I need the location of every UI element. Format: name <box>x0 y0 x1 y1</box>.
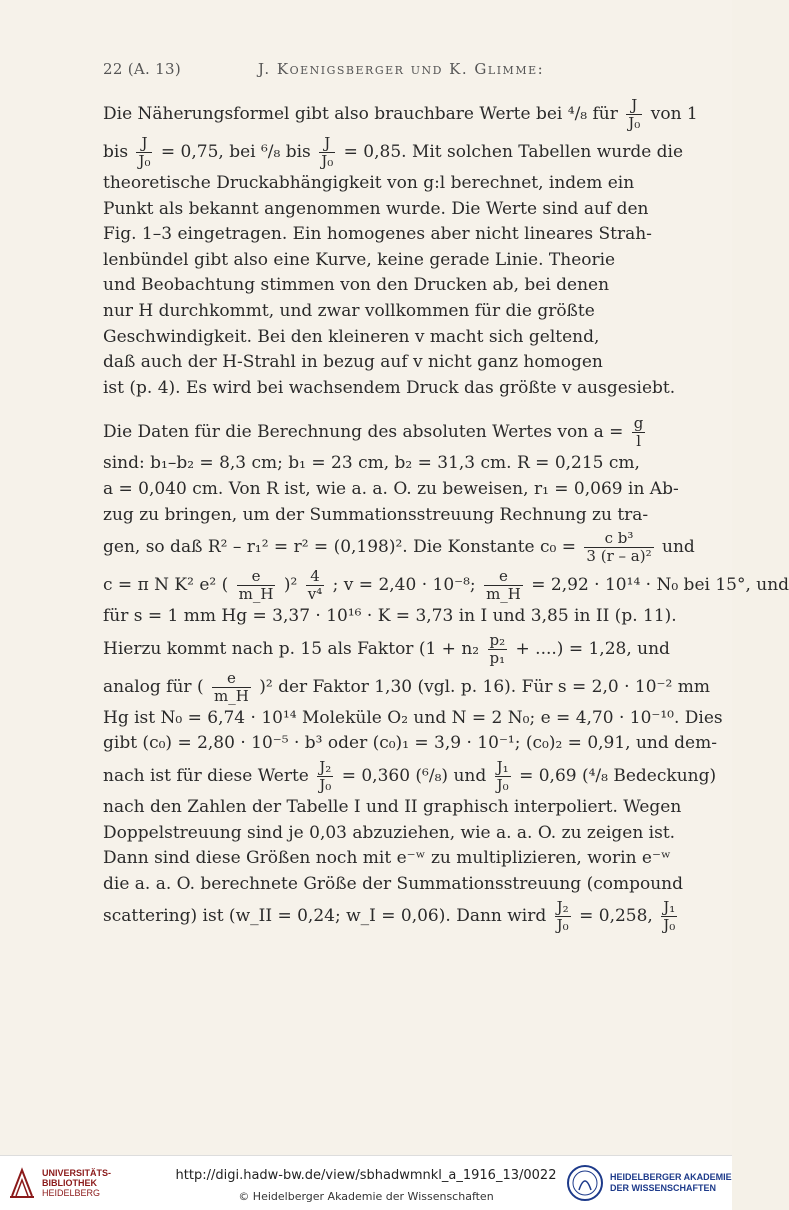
text-line: Die Näherungsformel gibt also brauchbare Werte bei ⁴/₈ für $\frac{J}{\text{J₀}}$ von 1 <box>103 96 698 132</box>
text-line: und Beobachtung stimmen von den Drucken ab, bei denen <box>103 275 610 296</box>
text-line: Doppelstreuung sind je 0,03 abzuziehen, wie a. a. O. zu zeigen ist. <box>103 822 676 843</box>
text-line: die a. a. O. berechnete Größe der Summationsstreuung (compound <box>103 873 683 894</box>
fraction: $\frac{\text{J₂}}{\text{J₀}}$ <box>319 757 332 794</box>
fraction: $\frac{\text{c b³}}{\text{3 (r – a)²}}$ <box>586 529 652 566</box>
text-line: Die Daten für die Berechnung des absoluten Wertes von a = $\frac{g}{l}$ <box>103 414 644 451</box>
text-line: für s = 1 mm Hg = 3,37 · 10¹⁶ · K = 3,73 in I und 3,85 in II (p. 11). <box>103 606 677 627</box>
text-line: Dann sind diese Größen noch mit e⁻ʷ zu multiplizieren, worin e⁻ʷ <box>103 848 671 869</box>
fraction: $\frac{e}{m\_H}$ <box>214 668 249 705</box>
text-line: Geschwindigkeit. Bei den kleineren v macht sich geltend, <box>103 326 600 347</box>
page-number: 22 (A. 13) <box>103 60 182 78</box>
text-line: nach den Zahlen der Tabelle I und II graphisch interpoliert. Wegen <box>103 796 682 817</box>
fraction: $\frac{J}{\text{J₀}}$ <box>138 134 151 170</box>
text-line: bis $\frac{J}{\text{J₀}}$ = 0,75, bei ⁶/₈ bis $\frac{J}{\text{J₀}}$ = 0,85. Mit solchen Tabellen wurde die <box>103 134 684 170</box>
text-line: a = 0,040 cm. Von R ist, wie a. a. O. zu beweisen, r₁ = 0,069 in Ab- <box>103 478 679 499</box>
text-line: Punkt als bekannt angenommen wurde. Die Werte sind auf den <box>103 198 649 219</box>
text-line: lenbündel gibt also eine Kurve, keine gerade Linie. Theorie <box>103 249 616 270</box>
text-line: gibt (c₀) = 2,80 · 10⁻⁵ · b³ oder (c₀)₁ = 3,9 · 10⁻¹; (c₀)₂ = 0,91, und dem- <box>103 733 717 754</box>
text-line: analog für ( $\frac{e}{m\_H}$ )² der Faktor 1,30 (vgl. p. 16). Für s = 2,0 · 10⁻² mm <box>103 668 710 705</box>
academy-logo-icon[interactable] <box>566 1164 604 1202</box>
fraction: $\frac{\text{J₁}}{\text{J₀}}$ <box>496 757 509 794</box>
academy-label: HEIDELBERGER AKADEMIE DER WISSENSCHAFTEN <box>610 1172 732 1193</box>
fraction: $\frac{J}{\text{J₀}}$ <box>321 134 334 170</box>
university-library-label: UNIVERSITÄTS- BIBLIOTHEK HEIDELBERG <box>42 1168 112 1198</box>
page-url[interactable]: http://digi.hadw-bw.de/view/sbhadwmnkl_a_1916_13/0022 <box>175 1168 557 1183</box>
text-line: nach ist für diese Werte $\frac{\text{J₂}}{\text{J₀}}$ = 0,360 (⁶/₈) und $\frac{\text{J₁}}{\text{J₀}}$ = 0,69 (⁴/₈ Bedeckung) <box>103 757 717 794</box>
body-text <box>103 95 789 935</box>
fraction: $\frac{\text{J₁}}{\text{J₀}}$ <box>663 898 676 935</box>
header-authors: J. Koenigsberger und K. Glimme: <box>258 60 545 78</box>
text-line: c = π N K² e² ( $\frac{e}{m\_H}$ )² $\frac{4}{\text{v⁴}}$ ; v = 2,40 · 10⁻⁸; $\frac{e}{m\_H}$ = 2,92 · 10¹⁴ · N₀ bei 15°, und <box>103 567 789 604</box>
text-line: gen, so daß R² – r₁² = r² = (0,198)². Die Konstante c₀ = $\frac{\text{c b³}}{\text{3 (r – a)²}}$ und <box>103 529 695 566</box>
text-line: Hierzu kommt nach p. 15 als Faktor (1 + n₂ $\frac{\text{p₂}}{\text{p₁}}$ + ....) = 1,28, und <box>103 630 670 667</box>
text-line: theoretische Druckabhängigkeit von g:l berechnet, indem ein <box>103 173 635 193</box>
text-line: daß auch der H-Strahl in bezug auf v nicht ganz homogen <box>103 352 603 373</box>
fraction: $\frac{e}{m\_H}$ <box>238 567 274 604</box>
text-line: nur H durchkommt, und zwar vollkommen für die größte <box>103 300 595 321</box>
fraction: $\frac{4}{\text{v⁴}}$ <box>307 567 323 604</box>
text-line: zug zu bringen, um der Summationsstreuung Rechnung zu tra- <box>103 504 649 525</box>
fraction: $\frac{\text{p₂}}{\text{p₁}}$ <box>489 630 506 667</box>
fraction: $\frac{g}{l}$ <box>633 414 644 451</box>
text-line: scattering) ist (w_II = 0,24; w_I = 0,06). Dann wird $\frac{\text{J₂}}{\text{J₀}}$ = 0,258, $\frac{\text{J₁}}{\text{J₀}}$ <box>103 898 676 935</box>
fraction: $\frac{e}{m\_H}$ <box>486 567 521 604</box>
text-line: sind: b₁–b₂ = 8,3 cm; b₁ = 23 cm, b₂ = 31,3 cm. R = 0,215 cm, <box>103 453 640 474</box>
copyright-notice: © Heidelberger Akademie der Wissenschaften <box>238 1190 494 1203</box>
fraction: $\frac{\text{J₂}}{\text{J₀}}$ <box>556 898 569 935</box>
viewer-footer <box>0 1155 732 1210</box>
fraction: $\frac{J}{\text{J₀}}$ <box>628 96 641 132</box>
text-line: Hg ist N₀ = 6,74 · 10¹⁴ Moleküle O₂ und N = 2 N₀; e = 4,70 · 10⁻¹⁰. Dies <box>103 707 723 728</box>
text-line: Fig. 1–3 eingetragen. Ein homogenes aber nicht lineares Strah- <box>103 224 652 245</box>
text-line: ist (p. 4). Es wird bei wachsendem Druck das größte v ausgesiebt. <box>103 377 676 398</box>
